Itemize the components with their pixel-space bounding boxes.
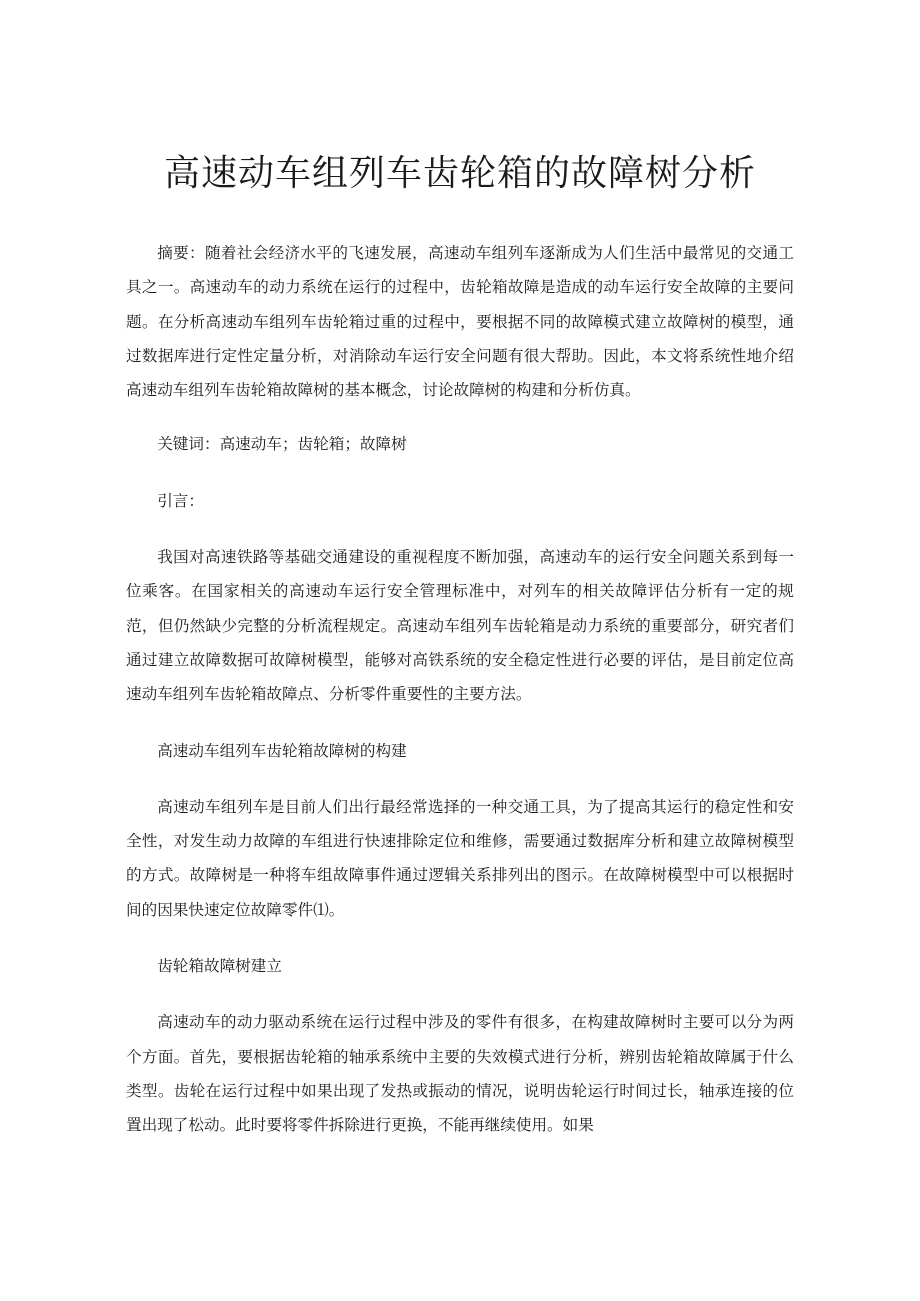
intro-paragraph: 我国对高速铁路等基础交通建设的重视程度不断加强，高速动车的运行安全问题关系到每一位乘客。在国家相关的高速动车运行安全管理标准中，对列车的相关故障评估分析有一定的规范，但仍然缺少完整的分析流程规定。高速动车组列车齿轮箱是动力系统的重要部分，研究者们通过建立故障数据可故障树模型，能够对高铁系统的安全稳定性进行必要的评估，是目前定位高速动车组列车齿轮箱故障点、分析零件重要性的主要方法。 bbox=[126, 548, 794, 704]
document-title: 高速动车组列车齿轮箱的故障树分析 bbox=[163, 153, 756, 194]
keywords-line: 关键词：高速动车；齿轮箱；故障树 bbox=[157, 435, 407, 454]
section-heading: 高速动车组列车齿轮箱故障树的构建 bbox=[157, 741, 407, 760]
document-body bbox=[126, 236, 794, 1143]
intro-label: 引言： bbox=[157, 491, 204, 510]
section-paragraph: 高速动车组列车是目前人们出行最经常选择的一种交通工具，为了提高其运行的稳定性和安全性，对发生动力故障的车组进行快速排除定位和维修，需要通过数据库分析和建立故障树模型的方式。故障树是一种将车组故障事件通过逻辑关系排列出的图示。在故障树模型中可以根据时间的因果快速定位故障零件⑴。 bbox=[126, 797, 794, 919]
abstract-paragraph: 摘要：随着社会经济水平的飞速发展，高速动车组列车逐渐成为人们生活中最常见的交通工具之一。高速动车的动力系统在运行的过程中，齿轮箱故障是造成的动车运行安全故障的主要问题。在分析高速动车组列车齿轮箱过重的过程中，要根据不同的故障模式建立故障树的模型，通过数据库进行定性定量分析，对消除动车运行安全问题有很大帮助。因此，本文将系统性地介绍高速动车组列车齿轮箱故障树的基本概念，讨论故障树的构建和分析仿真。 bbox=[126, 244, 794, 400]
subsection-heading: 齿轮箱故障树建立 bbox=[157, 957, 282, 976]
subsection-paragraph: 高速动车的动力驱动系统在运行过程中涉及的零件有很多，在构建故障树时主要可以分为两个方面。首先，要根据齿轮箱的轴承系统中主要的失效模式进行分析，辨别齿轮箱故障属于什么类型。齿轮在运行过程中如果出现了发热或振动的情况，说明齿轮运行时间过长，轴承连接的位置出现了松动。此时要将零件拆除进行更换，不能再继续使用。如果 bbox=[126, 1013, 794, 1135]
